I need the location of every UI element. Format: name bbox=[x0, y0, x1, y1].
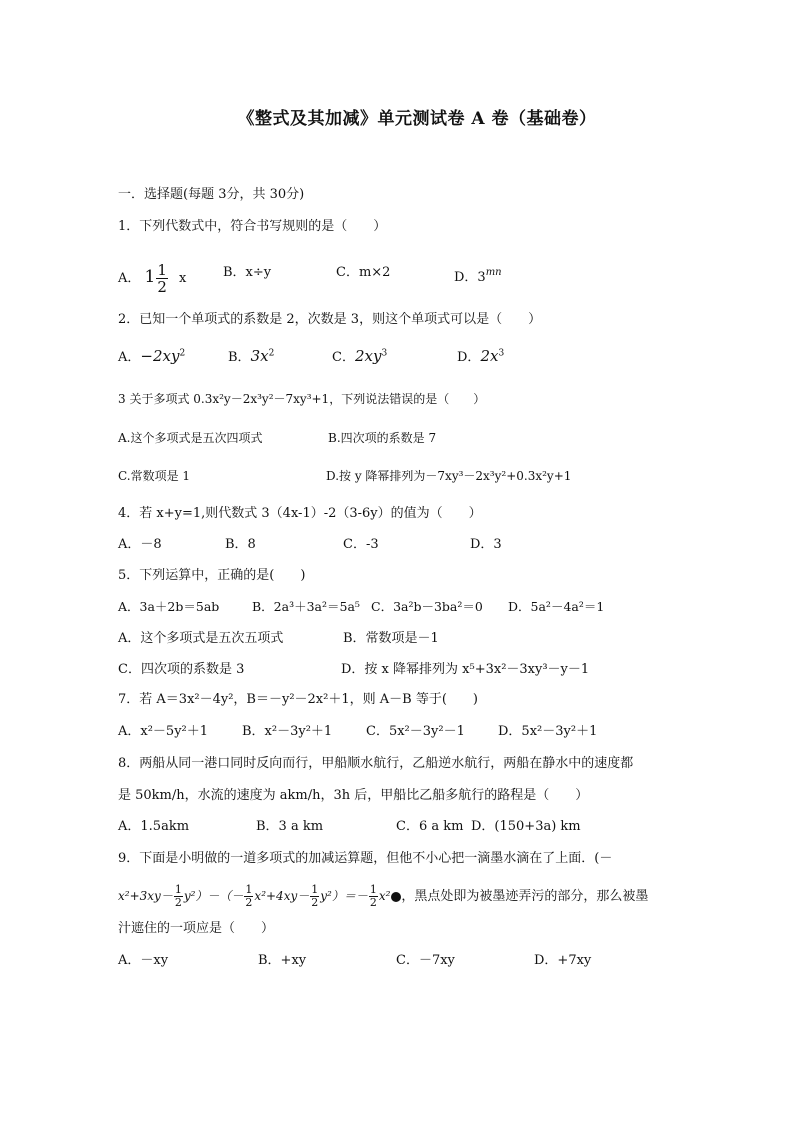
question-9-line-3: 汁遮住的一项应是（ ） bbox=[118, 921, 275, 936]
fraction: $\frac{1}{2}$ bbox=[245, 883, 253, 909]
question-7-option-c: C．5x²－3y²－1 bbox=[366, 724, 465, 739]
question-1-option-b: B．x÷y bbox=[223, 265, 272, 280]
question-9-expression: x²+3xy－ $\frac{1}{2}$ y²）－（－ $\frac{1}{2}$ x²+4xy－ $\frac{1}{2}$ y²）＝－ $\frac{1}{2}$ x² ，黑点处即为被墨迹弄污的部分，那么被墨 bbox=[118, 883, 649, 909]
question-6-option-d: D．按 x 降幂排列为 x⁵+3x²－3xy³－y－1 bbox=[341, 662, 590, 677]
question-7-option-a: A．x²－5y²＋1 bbox=[118, 724, 209, 739]
question-1-stem: 1．下列代数式中，符合书写规则的是（ ） bbox=[118, 219, 387, 234]
question-4-option-b: B．8 bbox=[225, 537, 256, 552]
question-5-option-a: A．3a＋2b＝5ab bbox=[118, 599, 220, 614]
question-1-option-d: D．$3^{mn}$ bbox=[454, 267, 502, 285]
question-5-option-c: C．3a²b－3ba²＝0 bbox=[371, 599, 483, 614]
question-8-option-c: C．6 a km bbox=[396, 819, 464, 834]
question-9-option-c: C．－7xy bbox=[396, 953, 455, 968]
question-3-option-c: C.常数项是 1 bbox=[118, 469, 191, 483]
question-6-option-b: B．常数项是－1 bbox=[343, 631, 439, 646]
question-1-option-a: A． 1 $\frac{1}{2}$ x bbox=[118, 261, 187, 296]
question-7-option-d: D．5x²－3y²＋1 bbox=[498, 724, 598, 739]
question-3-option-d: D.按 y 降幂排列为－7xy³－2x³y²+0.3x²y+1 bbox=[326, 469, 572, 483]
question-4-option-c: C．-3 bbox=[343, 537, 379, 552]
question-8-option-d: D．(150+3a) km bbox=[471, 819, 581, 834]
question-9-line-1: 9．下面是小明做的一道多项式的加减运算题，但他不小心把一滴墨水滴在了上面．(－ bbox=[118, 851, 613, 866]
section-heading: 一．选择题(每题 3分，共 30分) bbox=[118, 187, 305, 202]
question-9-option-d: D．+7xy bbox=[534, 953, 592, 968]
question-3-option-b: B.四次项的系数是 7 bbox=[328, 431, 437, 445]
question-4-stem: 4．若 x+y=1,则代数式 3（4x-1）-2（3-6y）的值为（ ） bbox=[118, 506, 482, 521]
question-7-stem: 7．若 A＝3x²－4y²，B＝－y²－2x²＋1，则 A－B 等于( ) bbox=[118, 692, 478, 707]
question-5-option-d: D．5a²－4a²＝1 bbox=[508, 599, 605, 614]
question-9-option-a: A．－xy bbox=[118, 953, 169, 968]
question-4-option-a: A．－8 bbox=[118, 537, 162, 552]
question-4-option-d: D．3 bbox=[470, 537, 502, 552]
question-2-option-d: D．$2x^3$ bbox=[457, 347, 505, 365]
question-1-option-c: C．m×2 bbox=[336, 265, 391, 280]
question-8-line-2: 是 50km/h，水流的速度为 akm/h，3h 后，甲船比乙船多航行的路程是（ ） bbox=[118, 788, 589, 803]
fraction: $\frac{1}{2}$ bbox=[369, 883, 377, 909]
question-3-option-a: A.这个多项式是五次四项式 bbox=[118, 431, 263, 445]
fraction: $\frac{1}{2}$ bbox=[311, 883, 319, 909]
question-9-option-b: B．+xy bbox=[258, 953, 307, 968]
question-6-option-c: C．四次项的系数是 3 bbox=[118, 662, 245, 677]
fraction: $\frac{1}{2}$ bbox=[157, 261, 167, 296]
question-8-option-a: A．1.5akm bbox=[118, 819, 190, 834]
question-3-stem: 3 关于多项式 0.3x²y－2x³y²－7xy³+1，下列说法错误的是（ ） bbox=[118, 392, 486, 406]
question-8-option-b: B．3 a km bbox=[256, 819, 324, 834]
question-2-stem: 2．已知一个单项式的系数是 2，次数是 3，则这个单项式可以是（ ） bbox=[118, 312, 542, 327]
question-2-option-c: C．$2xy^3$ bbox=[332, 347, 388, 365]
question-7-option-b: B．x²－3y²＋1 bbox=[242, 724, 333, 739]
question-2-option-b: B．$3x^2$ bbox=[228, 347, 275, 365]
question-6-option-a: A．这个多项式是五次五项式 bbox=[118, 631, 284, 646]
ink-blot-icon bbox=[391, 892, 401, 902]
question-8-line-1: 8．两船从同一港口同时反向而行，甲船顺水航行，乙船逆水航行，两船在静水中的速度都 bbox=[118, 756, 634, 771]
question-5-option-b: B．2a³＋3a²＝5a⁵ bbox=[252, 599, 360, 614]
page-title: 《整式及其加减》单元测试卷 A 卷（基础卷） bbox=[237, 109, 597, 129]
fraction: $\frac{1}{2}$ bbox=[174, 883, 182, 909]
question-5-stem: 5．下列运算中，正确的是( ) bbox=[118, 568, 306, 583]
question-2-option-a: A．$-2xy^2$ bbox=[118, 347, 186, 365]
